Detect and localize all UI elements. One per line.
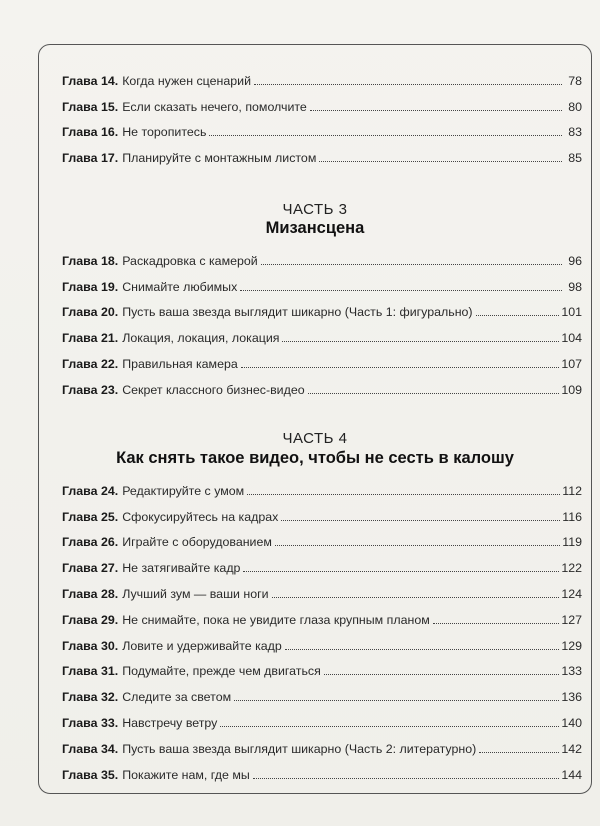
page-number: 85 bbox=[568, 151, 582, 166]
toc-entry bbox=[62, 319, 582, 345]
chapter-list-part-3 bbox=[62, 242, 582, 397]
page-number: 78 bbox=[568, 73, 582, 88]
dot-leader bbox=[285, 649, 560, 650]
chapter-title: Навстречу ветру bbox=[122, 715, 218, 730]
chapter-number: Глава 29. bbox=[62, 612, 119, 627]
dot-leader bbox=[272, 597, 560, 598]
chapter-title: Не снимайте, пока не увидите глаза крупным планом bbox=[122, 612, 430, 627]
dot-leader bbox=[261, 264, 562, 265]
toc-entry bbox=[62, 345, 582, 371]
page-number: 83 bbox=[568, 125, 582, 140]
toc-entry bbox=[62, 472, 582, 498]
toc-entry bbox=[62, 678, 582, 704]
chapter-title: Правильная камера bbox=[122, 356, 238, 371]
toc-entry bbox=[62, 653, 582, 679]
toc-entry bbox=[62, 139, 582, 165]
chapter-title: Играйте с оборудованием bbox=[122, 535, 272, 550]
toc-entry bbox=[62, 704, 582, 730]
toc-entry bbox=[62, 549, 582, 575]
chapter-title: Раскадровка с камерой bbox=[122, 253, 258, 268]
dot-leader bbox=[476, 315, 560, 316]
dot-leader bbox=[433, 623, 560, 624]
chapter-title: Когда нужен сценарий bbox=[122, 73, 251, 88]
chapter-number: Глава 34. bbox=[62, 741, 119, 756]
chapter-title: Не торопитесь bbox=[122, 125, 207, 140]
page-number: 127 bbox=[561, 612, 582, 627]
toc-entry bbox=[62, 524, 582, 550]
page-number: 136 bbox=[561, 690, 582, 705]
toc-entry bbox=[62, 498, 582, 524]
chapter-title: Лучший зум — ваши ноги bbox=[122, 586, 269, 601]
page-number: 116 bbox=[562, 509, 582, 524]
dot-leader bbox=[209, 135, 562, 136]
toc-entry bbox=[62, 627, 582, 653]
chapter-title: Покажите нам, где мы bbox=[122, 767, 250, 782]
dot-leader bbox=[240, 290, 562, 291]
chapter-list-part-4 bbox=[62, 472, 582, 782]
chapter-number: Глава 17. bbox=[62, 151, 119, 166]
page-number: 124 bbox=[561, 586, 582, 601]
toc-entry bbox=[62, 294, 582, 320]
part-3-label: ЧАСТЬ 3 bbox=[282, 201, 348, 218]
chapter-title: Пусть ваша звезда выглядит шикарно (Часть 1: фигурально) bbox=[122, 305, 473, 320]
toc-entry bbox=[62, 756, 582, 782]
dot-leader bbox=[254, 84, 562, 85]
dot-leader bbox=[310, 110, 562, 111]
chapter-number: Глава 28. bbox=[62, 586, 119, 601]
dot-leader bbox=[247, 494, 560, 495]
page-number: 109 bbox=[561, 382, 582, 397]
chapter-number: Глава 25. bbox=[62, 509, 119, 524]
page-number: 142 bbox=[561, 741, 582, 756]
toc-entry bbox=[62, 601, 582, 627]
chapter-title: Снимайте любимых bbox=[122, 279, 238, 294]
part-4-title: Как снять такое видео, чтобы не сесть в калошу bbox=[116, 449, 514, 467]
chapter-title: Планируйте с монтажным листом bbox=[122, 151, 317, 166]
dot-leader bbox=[308, 393, 560, 394]
toc-entry bbox=[62, 730, 582, 756]
dot-leader bbox=[282, 341, 559, 342]
dot-leader bbox=[234, 700, 559, 701]
page-number: 144 bbox=[561, 767, 582, 782]
chapter-number: Глава 18. bbox=[62, 253, 119, 268]
chapter-title: Секрет классного бизнес-видео bbox=[122, 382, 305, 397]
chapter-number: Глава 21. bbox=[62, 331, 119, 346]
chapter-number: Глава 20. bbox=[62, 305, 119, 320]
toc-entry bbox=[62, 62, 582, 88]
chapter-number: Глава 26. bbox=[62, 535, 119, 550]
chapter-title: Пусть ваша звезда выглядит шикарно (Часть 2: литературно) bbox=[122, 741, 477, 756]
page-number: 112 bbox=[562, 483, 582, 498]
chapter-number: Глава 19. bbox=[62, 279, 119, 294]
chapter-number: Глава 22. bbox=[62, 356, 119, 371]
chapter-number: Глава 35. bbox=[62, 767, 119, 782]
dot-leader bbox=[275, 545, 560, 546]
toc-entry bbox=[62, 114, 582, 140]
toc-entry bbox=[62, 268, 582, 294]
page-number: 119 bbox=[562, 535, 582, 550]
toc-entry bbox=[62, 242, 582, 268]
chapter-title: Подумайте, прежде чем двигаться bbox=[122, 664, 321, 679]
page-number: 133 bbox=[561, 664, 582, 679]
chapter-title: Сфокусируйтесь на кадрах bbox=[122, 509, 279, 524]
chapter-number: Глава 33. bbox=[62, 715, 119, 730]
page-number: 107 bbox=[561, 356, 582, 371]
part-3-title: Мизансцена bbox=[265, 219, 365, 237]
toc-entry bbox=[62, 575, 582, 601]
chapter-title: Следите за светом bbox=[122, 690, 232, 705]
dot-leader bbox=[479, 752, 559, 753]
dot-leader bbox=[253, 778, 560, 779]
page-number: 96 bbox=[568, 253, 582, 268]
page-number: 80 bbox=[568, 99, 582, 114]
chapter-number: Глава 23. bbox=[62, 382, 119, 397]
part-4-label: ЧАСТЬ 4 bbox=[282, 430, 348, 447]
toc-entry bbox=[62, 371, 582, 397]
page-number: 98 bbox=[568, 279, 582, 294]
chapter-number: Глава 24. bbox=[62, 483, 119, 498]
toc-entry bbox=[62, 88, 582, 114]
chapter-number: Глава 30. bbox=[62, 638, 119, 653]
dot-leader bbox=[324, 674, 560, 675]
page-number: 140 bbox=[561, 715, 582, 730]
chapter-number: Глава 16. bbox=[62, 125, 119, 140]
chapter-list-part-2-end bbox=[62, 62, 582, 165]
dot-leader bbox=[220, 726, 559, 727]
chapter-title: Локация, локация, локация bbox=[122, 331, 280, 346]
chapter-title: Если сказать нечего, помолчите bbox=[122, 99, 307, 114]
chapter-title: Ловите и удерживайте кадр bbox=[122, 638, 282, 653]
dot-leader bbox=[243, 571, 559, 572]
page-number: 122 bbox=[561, 561, 582, 576]
dot-leader bbox=[281, 520, 560, 521]
page-number: 129 bbox=[561, 638, 582, 653]
chapter-number: Глава 14. bbox=[62, 73, 119, 88]
chapter-number: Глава 15. bbox=[62, 99, 119, 114]
chapter-title: Редактируйте с умом bbox=[122, 483, 245, 498]
page-number: 104 bbox=[561, 331, 582, 346]
chapter-number: Глава 27. bbox=[62, 561, 119, 576]
page-number: 101 bbox=[561, 305, 582, 320]
dot-leader bbox=[241, 367, 560, 368]
chapter-number: Глава 32. bbox=[62, 690, 119, 705]
chapter-title: Не затягивайте кадр bbox=[122, 561, 241, 576]
dot-leader bbox=[319, 161, 562, 162]
chapter-number: Глава 31. bbox=[62, 664, 119, 679]
